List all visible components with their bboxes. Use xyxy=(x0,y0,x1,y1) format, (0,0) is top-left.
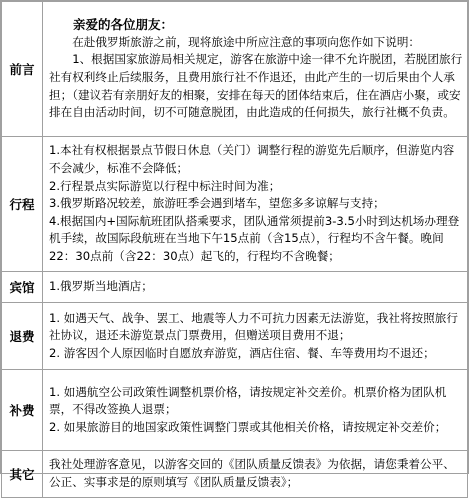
section-other-row xyxy=(2,451,468,498)
itinerary-item: 1.本社有权根据景点节假日休息（关门）调整行程的游览先后顺序，但游览内容不会减少，标准不会降低； xyxy=(49,143,455,176)
section-content-hotel xyxy=(43,272,468,303)
section-label-intro: 前言 xyxy=(2,2,43,137)
section-label-hotel: 宾馆 xyxy=(2,272,43,303)
section-refund-row xyxy=(2,303,468,370)
other-item: 我社处理游客意见，以游客交回的《团队质量反馈表》为依据，请您秉着公平、公正、实事求是的原则填写《团队质量反馈表》； xyxy=(49,457,455,489)
section-content-intro xyxy=(43,2,468,137)
intro-paragraph: 1、根据国家旅游局相关规定，游客在旅游中途一律不允许脱团，若脱团旅行社有权利终止后续服务，且费用旅行社不作退还，由此产生的一切后果由个人承担；（建议若有亲朋好友的相聚，安排在每天的团体结束后，住在酒店小聚，或安排在自由活动时间，切不可随意脱团，由此造成的任何损失，旅行社概不负责。 xyxy=(49,52,463,120)
itinerary-item: 4.根据国内+国际航班团队搭乘要求，团队通常须提前3-3.5小时到达机场办理登机手续，故国际段航班在当地下午15点前（含15点），行程均不含午餐。晚间22：30点前（含22：30点）起飞的，行程均不含晚餐； xyxy=(49,213,460,263)
section-label-other: 其它 xyxy=(2,451,43,498)
section-itinerary-row xyxy=(2,137,468,272)
itinerary-item: 2.行程景点实际游览以行程中标注时间为准； xyxy=(49,178,281,193)
section-supplement-row xyxy=(2,370,468,451)
greeting-heading: 亲爱的各位朋友： xyxy=(73,17,174,33)
intro-paragraph: 在赴俄罗斯旅游之前，现将旅途中所应注意的事项向您作如下说明： xyxy=(72,34,421,49)
section-intro-row xyxy=(2,2,468,137)
section-hotel-row xyxy=(2,272,468,303)
section-content-itinerary xyxy=(43,137,468,272)
itinerary-item: 3.俄罗斯路况较差，旅游旺季会遇到堵车，望您多多谅解与支持； xyxy=(49,196,385,211)
section-label-itinerary: 行程 xyxy=(2,137,43,272)
supplement-item: 2. 如果旅游目的地国家政策性调整门票或其他相关价格，请按规定补交差价； xyxy=(49,419,447,434)
supplement-item: 1. 如遇航空公司政策性调整机票价格，请按规定补交差价。机票价格为团队机票，不得改签换人退票； xyxy=(49,384,447,417)
refund-item: 2. 游客因个人原因临时自愿放弃游览，酒店住宿、餐、车等费用均不退还； xyxy=(49,345,435,360)
refund-item: 1. 如遇天气、战争、罢工、地震等人力不可抗力因素无法游览，我社将按照旅行社协议，退还未游览景点门票费用，但赠送项目费用不退； xyxy=(49,310,458,343)
section-label-refund: 退费 xyxy=(2,303,43,370)
hotel-item: 1.俄罗斯当地酒店； xyxy=(49,279,153,294)
travel-notice-table xyxy=(1,1,468,498)
section-content-other xyxy=(43,451,468,498)
section-content-supplement xyxy=(43,370,468,451)
section-content-refund xyxy=(43,303,468,370)
section-label-supplement: 补费 xyxy=(2,370,43,451)
